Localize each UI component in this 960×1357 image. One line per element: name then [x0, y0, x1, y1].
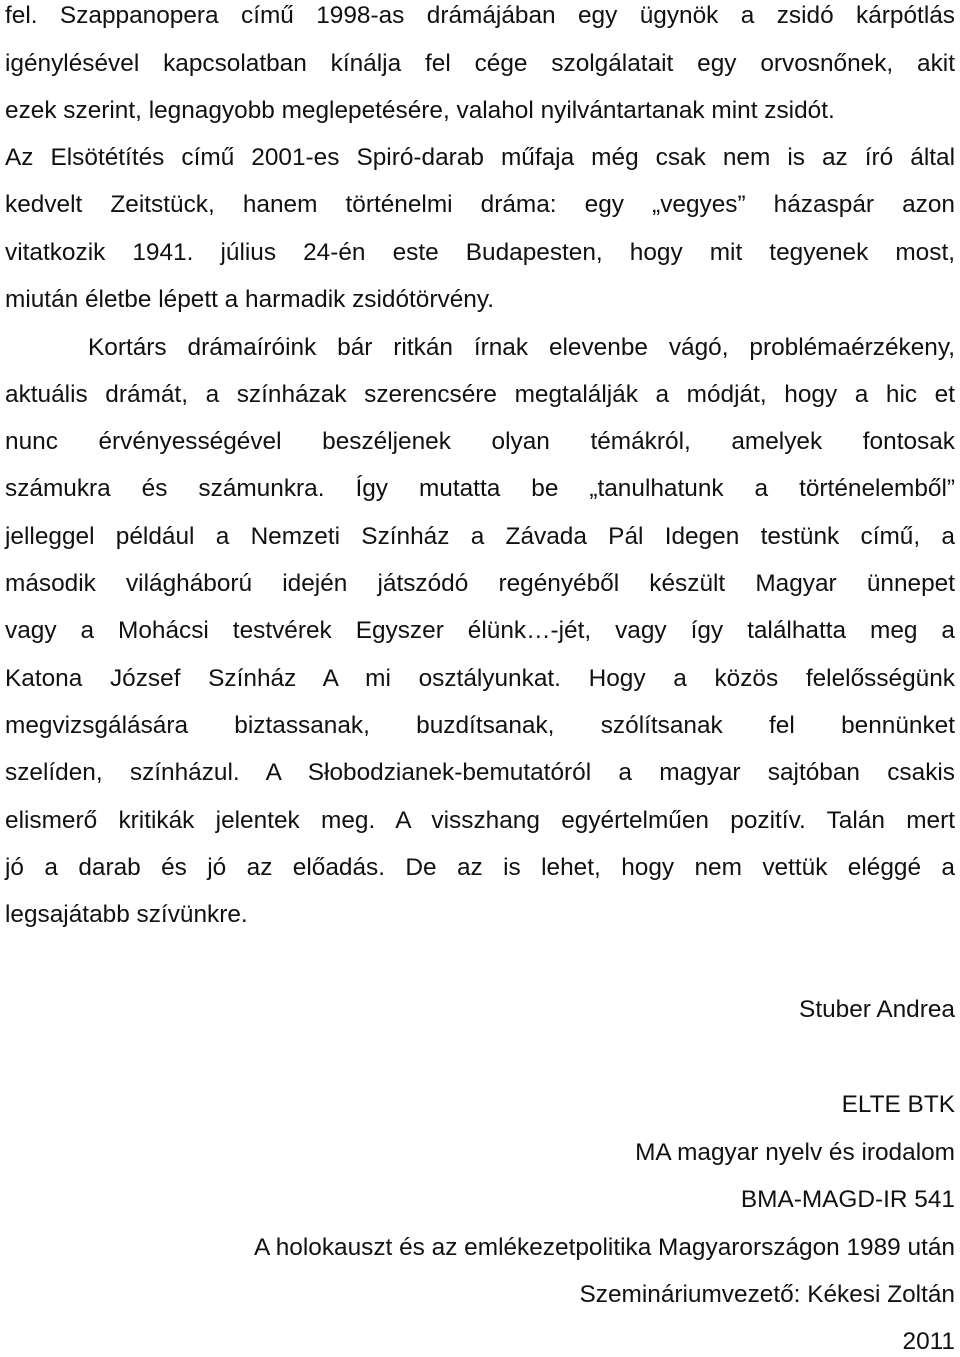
body-line-18: elismerő kritikák jelentek meg. A visszhang egyértelműen pozitív. Talán mert	[5, 807, 955, 834]
body-line-3: ezek szerint, legnagyobb meglepetésére, valahol nyilvántartanak mint zsidót.	[5, 97, 835, 124]
body-line-17: szelíden, színházul. A Słobodzianek-bemutatóról a magyar sajtóban csakis	[5, 759, 955, 786]
body-line-8: Kortárs drámaíróink bár ritkán írnak elevenbe vágó, problémaérzékeny,	[88, 334, 955, 361]
body-line-4: Az Elsötétítés című 2001-es Spiró-darab műfaja még csak nem is az író által	[5, 144, 955, 171]
body-line-9: aktuális drámát, a színházak szerencsére megtalálják a módját, hogy a hic et	[5, 381, 955, 408]
body-line-11: számukra és számunkra. Így mutatta be „tanulhatunk a történelemből”	[5, 475, 955, 502]
body-line-1: fel. Szappanopera című 1998-as drámájában egy ügynök a zsidó kárpótlás	[5, 2, 955, 29]
body-line-15: Katona József Színház A mi osztályunkat. Hogy a közös felelősségünk	[5, 665, 955, 692]
body-line-19: jó a darab és jó az előadás. De az is lehet, hogy nem vettük eléggé a	[5, 854, 955, 881]
course-code: BMA-MAGD-IR 541	[740, 1186, 955, 1213]
body-line-5: kedvelt Zeitstück, hanem történelmi dráma: egy „vegyes” házaspár azon	[5, 191, 955, 218]
body-line-7: miután életbe lépett a harmadik zsidótörvény.	[5, 286, 494, 313]
institution: ELTE BTK	[841, 1091, 955, 1118]
body-line-6: vitatkozik 1941. július 24-én este Budapesten, hogy mit tegyenek most,	[5, 239, 955, 266]
body-line-13: második világháború idején játszódó regényéből készült Magyar ünnepet	[5, 570, 955, 597]
year: 2011	[902, 1328, 955, 1355]
body-line-14: vagy a Mohácsi testvérek Egyszer élünk…-jét, vagy így találhatta meg a	[5, 617, 955, 644]
author-name: Stuber Andrea	[799, 996, 955, 1023]
study-program: MA magyar nyelv és irodalom	[635, 1139, 955, 1166]
body-line-10: nunc érvényességével beszéljenek olyan témákról, amelyek fontosak	[5, 428, 955, 455]
body-line-2: igénylésével kapcsolatban kínálja fel cége szolgálatait egy orvosnőnek, akit	[5, 50, 955, 77]
body-line-16: megvizsgálására biztassanak, buzdítsanak, szólítsanak fel bennünket	[5, 712, 955, 739]
course-title: A holokauszt és az emlékezetpolitika Magyarországon 1989 után	[254, 1234, 955, 1261]
body-line-12: jelleggel például a Nemzeti Színház a Závada Pál Idegen testünk című, a	[5, 523, 955, 550]
seminar-leader: Szemináriumvezető: Kékesi Zoltán	[579, 1281, 955, 1308]
body-line-20: legsajátabb szívünkre.	[5, 901, 248, 928]
